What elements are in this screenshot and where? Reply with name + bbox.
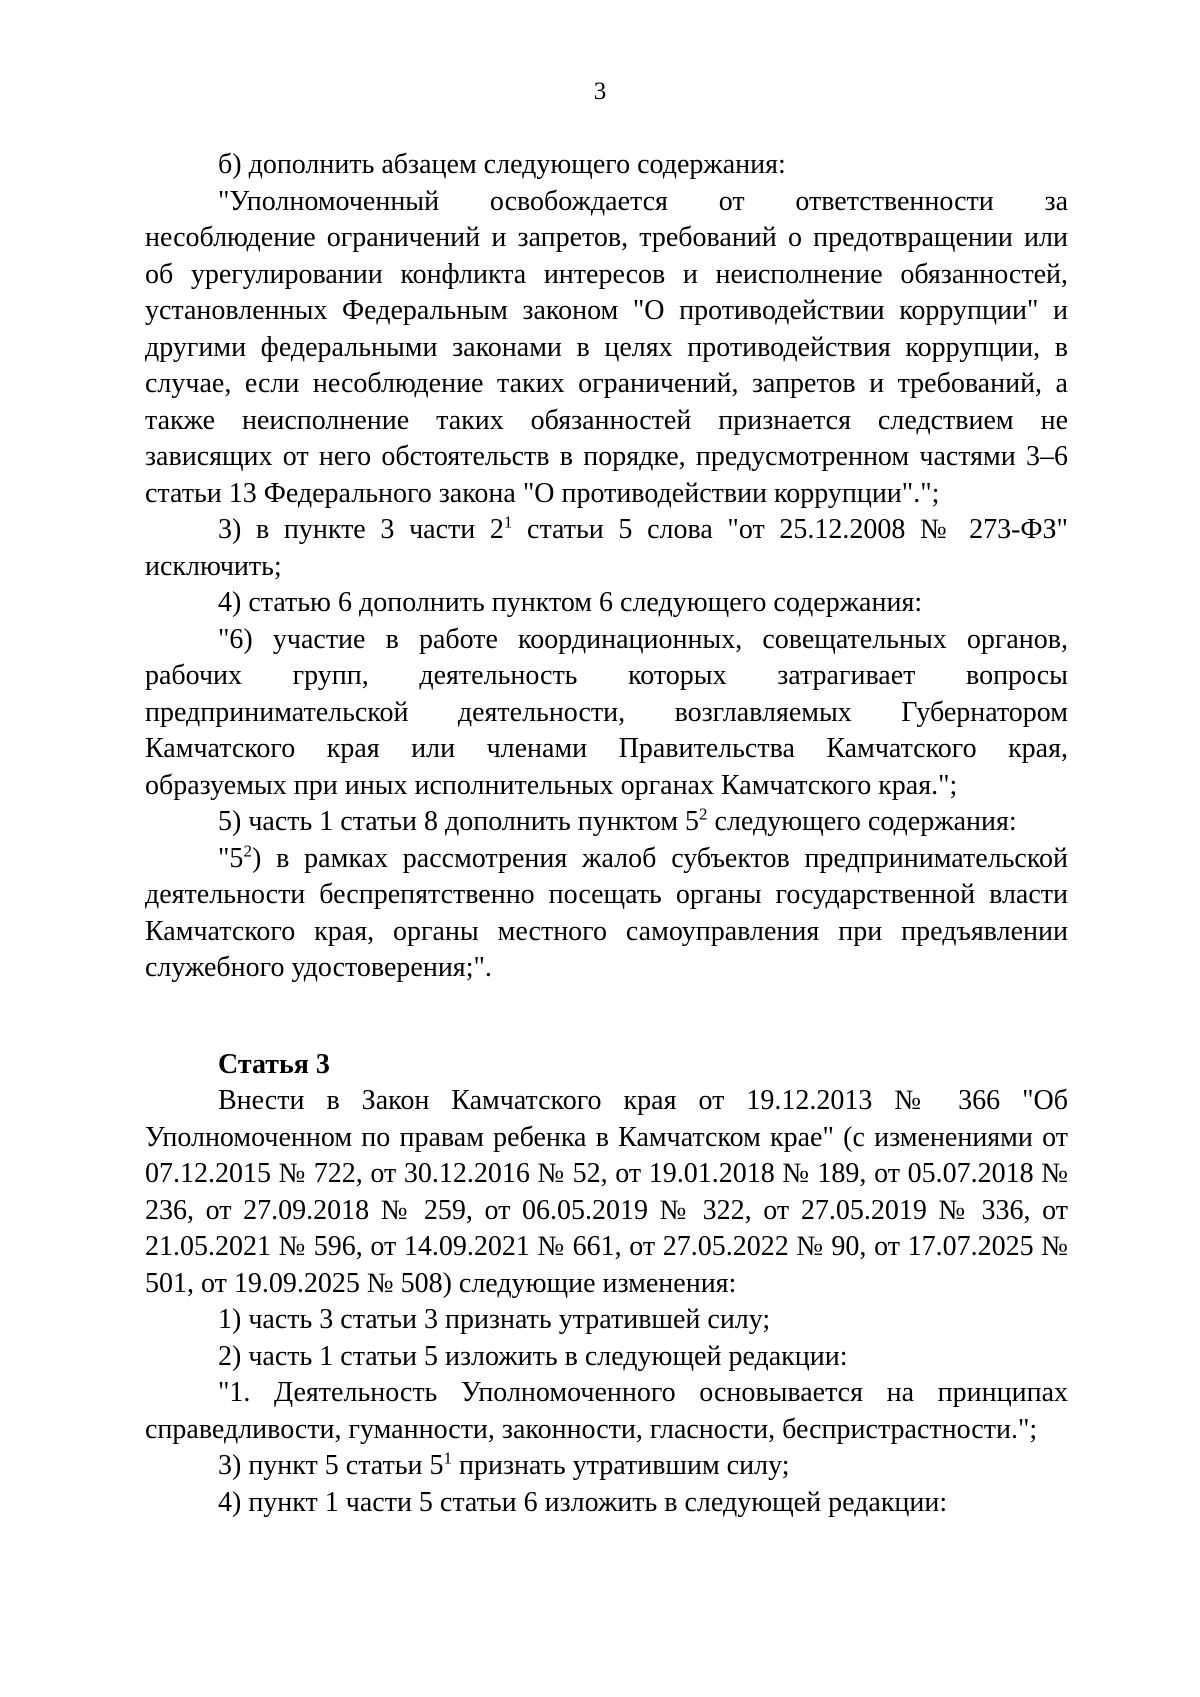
paragraph-text: "5 — [218, 842, 244, 874]
paragraph: 4) статью 6 дополнить пунктом 6 следующего содержания: — [218, 587, 923, 618]
section-spacer — [145, 987, 1068, 1047]
paragraph: "6) участие в работе координационных, совещательных органов, рабочих групп, деятельность которых затрагивает вопросы предпринимательской деятельности, возглавляемых Губернатором Камчатского края или членами Правительства Камчатского края, образуемых при иных исполнительных органах Камчатского края."; — [145, 623, 1068, 801]
superscript-index: 2 — [699, 804, 708, 824]
paragraph-text: следующего содержания: — [707, 806, 1017, 837]
paragraph — [145, 841, 1068, 987]
document-body — [145, 147, 1068, 1521]
paragraph-text: 3) в пункте 3 части 2 — [218, 514, 504, 545]
paragraph: 1) часть 3 статьи 3 признать утратившей силу; — [218, 1304, 771, 1335]
paragraph: б) дополнить абзацем следующего содержания: — [218, 149, 786, 180]
paragraph — [145, 804, 1068, 841]
paragraph-text: 3) пункт 5 статьи 5 — [218, 1450, 444, 1481]
paragraph-text: ) в рамках рассмотрения жалоб субъектов предпринимательской деятельности беспрепятственно посещать органы государственной власти Камчатского края, органы местного самоуправления при предъявлении служебного удостоверения;". — [145, 842, 1068, 983]
paragraph-text: 5) часть 1 статьи 8 дополнить пунктом 5 — [218, 806, 700, 837]
article-3-body — [145, 1083, 1068, 1521]
paragraph: "Уполномоченный освобождается от ответственности за несоблюдение ограничений и запретов, требований о предотвращении или об урегулировании конфликта интересов и неисполнение обязанностей, установленных Федеральным законом "О противодействии коррупции" и другими федеральными законами в целях противодействия коррупции, в случае, если несоблюдение таких ограничений, запретов и требований, а также неисполнение таких обязанностей признается следствием не зависящих от него обстоятельств в порядке, предусмотренном частями 3–6 статьи 13 Федерального закона "О противодействии коррупции"."; — [145, 185, 1068, 509]
paragraph: 2) часть 1 статьи 5 изложить в следующей редакции: — [218, 1340, 848, 1372]
paragraph: 4) пункт 1 части 5 статьи 6 изложить в следующей редакции: — [218, 1486, 948, 1518]
article-2-continuation — [145, 147, 1068, 987]
page-number: 3 — [593, 78, 607, 105]
superscript-index: 1 — [443, 1448, 452, 1468]
superscript-index: 2 — [243, 841, 252, 861]
article-heading: Статья 3 — [218, 1048, 330, 1080]
paragraph — [145, 512, 1068, 585]
paragraph-text: признать утратившим силу; — [451, 1450, 790, 1481]
superscript-index: 1 — [503, 512, 513, 532]
paragraph: Внести в Закон Камчатского края от 19.12.2013 № 366 "Об Уполномоченном по правам ребенка в Камчатском крае" (с изменениями от 07.12.2015 № 722, от 30.12.2016 № 52, от 19.01.2018 № 189, от 05.07.2018 № 236, от 27.09.2018 № 259, от 06.05.2019 № 322, от 27.05.2019 № 336, от 21.05.2021 № 596, от 14.09.2021 № 661, от 27.05.2022 № 90, от 17.07.2025 № 501, от 19.09.2025 № 508) следующие изменения: — [145, 1085, 1068, 1299]
paragraph: "1. Деятельность Уполномоченного основывается на принципах справедливости, гуманности, законности, гласности, беспристрастности."; — [145, 1377, 1068, 1445]
paragraph-text: статьи 5 слова "от 25.12.2008 № 273-ФЗ" исключить; — [145, 514, 1068, 582]
paragraph — [145, 1448, 1068, 1485]
